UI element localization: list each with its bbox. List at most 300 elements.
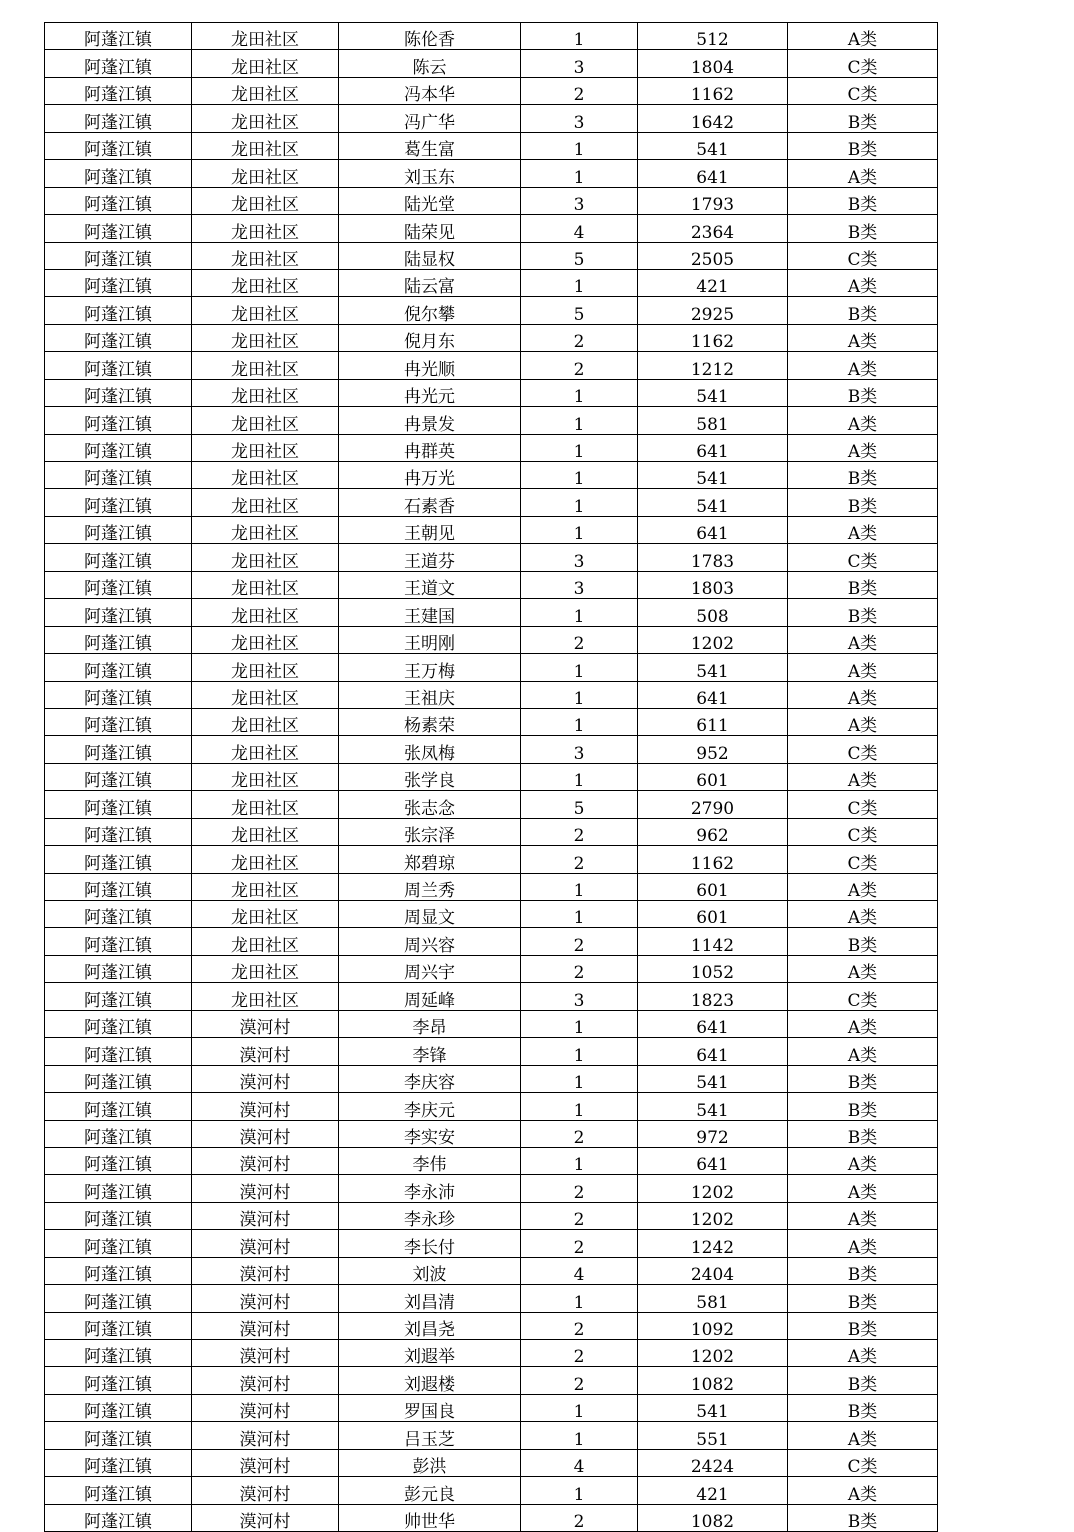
- amount-cell: 962: [638, 818, 788, 845]
- table-row: [45, 215, 938, 242]
- amount-cell: 541: [638, 1093, 788, 1120]
- category-cell: B类: [788, 1093, 938, 1120]
- amount-cell: 508: [638, 599, 788, 626]
- village-cell: 龙田社区: [192, 242, 339, 269]
- household-size-cell: 1: [521, 379, 638, 406]
- name-cell: 王道芬: [339, 544, 521, 571]
- village-cell: 龙田社区: [192, 626, 339, 653]
- table-row: [45, 242, 938, 269]
- amount-cell: 421: [638, 269, 788, 296]
- household-size-cell: 1: [521, 1038, 638, 1065]
- name-cell: 倪尔攀: [339, 297, 521, 324]
- amount-cell: 641: [638, 1038, 788, 1065]
- amount-cell: 1082: [638, 1504, 788, 1531]
- table-row: [45, 1065, 938, 1092]
- household-size-cell: 2: [521, 77, 638, 104]
- amount-cell: 1803: [638, 571, 788, 598]
- name-cell: 冉万光: [339, 462, 521, 489]
- name-cell: 李伟: [339, 1147, 521, 1174]
- town-cell: 阿蓬江镇: [45, 297, 192, 324]
- village-cell: 漠河村: [192, 1312, 339, 1339]
- category-cell: B类: [788, 928, 938, 955]
- category-cell: A类: [788, 516, 938, 543]
- town-cell: 阿蓬江镇: [45, 77, 192, 104]
- village-cell: 漠河村: [192, 1477, 339, 1504]
- category-cell: A类: [788, 1202, 938, 1229]
- name-cell: 李永沛: [339, 1175, 521, 1202]
- category-cell: A类: [788, 269, 938, 296]
- name-cell: 李昂: [339, 1010, 521, 1037]
- name-cell: 陆云富: [339, 269, 521, 296]
- name-cell: 陆荣见: [339, 215, 521, 242]
- name-cell: 葛生富: [339, 132, 521, 159]
- village-cell: 龙田社区: [192, 352, 339, 379]
- name-cell: 张宗泽: [339, 818, 521, 845]
- amount-cell: 641: [638, 516, 788, 543]
- household-size-cell: 2: [521, 352, 638, 379]
- category-cell: B类: [788, 105, 938, 132]
- category-cell: A类: [788, 1175, 938, 1202]
- town-cell: 阿蓬江镇: [45, 791, 192, 818]
- household-size-cell: 4: [521, 1257, 638, 1284]
- village-cell: 龙田社区: [192, 215, 339, 242]
- town-cell: 阿蓬江镇: [45, 379, 192, 406]
- village-cell: 漠河村: [192, 1120, 339, 1147]
- name-cell: 冉光顺: [339, 352, 521, 379]
- name-cell: 周兰秀: [339, 873, 521, 900]
- household-size-cell: 5: [521, 242, 638, 269]
- table-row: [45, 379, 938, 406]
- village-cell: 龙田社区: [192, 654, 339, 681]
- name-cell: 陈伦香: [339, 23, 521, 50]
- town-cell: 阿蓬江镇: [45, 544, 192, 571]
- name-cell: 石素香: [339, 489, 521, 516]
- name-cell: 李长付: [339, 1230, 521, 1257]
- town-cell: 阿蓬江镇: [45, 1340, 192, 1367]
- household-size-cell: 1: [521, 462, 638, 489]
- village-cell: 漠河村: [192, 1340, 339, 1367]
- household-size-cell: 2: [521, 846, 638, 873]
- household-size-cell: 3: [521, 571, 638, 598]
- amount-cell: 2925: [638, 297, 788, 324]
- village-cell: 龙田社区: [192, 297, 339, 324]
- amount-cell: 551: [638, 1422, 788, 1449]
- category-cell: A类: [788, 763, 938, 790]
- category-cell: A类: [788, 708, 938, 735]
- table-row: [45, 681, 938, 708]
- town-cell: 阿蓬江镇: [45, 50, 192, 77]
- town-cell: 阿蓬江镇: [45, 955, 192, 982]
- town-cell: 阿蓬江镇: [45, 1312, 192, 1339]
- village-cell: 龙田社区: [192, 791, 339, 818]
- village-cell: 漠河村: [192, 1504, 339, 1531]
- village-cell: 漠河村: [192, 1065, 339, 1092]
- category-cell: C类: [788, 983, 938, 1010]
- household-size-cell: 1: [521, 23, 638, 50]
- household-size-cell: 2: [521, 1312, 638, 1339]
- name-cell: 刘昌尧: [339, 1312, 521, 1339]
- amount-cell: 541: [638, 462, 788, 489]
- table-row: [45, 544, 938, 571]
- town-cell: 阿蓬江镇: [45, 571, 192, 598]
- town-cell: 阿蓬江镇: [45, 516, 192, 543]
- village-cell: 龙田社区: [192, 324, 339, 351]
- town-cell: 阿蓬江镇: [45, 215, 192, 242]
- name-cell: 冉景发: [339, 407, 521, 434]
- amount-cell: 541: [638, 132, 788, 159]
- household-size-cell: 1: [521, 1147, 638, 1174]
- household-size-cell: 1: [521, 516, 638, 543]
- table-row: [45, 489, 938, 516]
- category-cell: B类: [788, 1394, 938, 1421]
- category-cell: B类: [788, 215, 938, 242]
- table-row: [45, 1340, 938, 1367]
- town-cell: 阿蓬江镇: [45, 1504, 192, 1531]
- amount-cell: 1202: [638, 1175, 788, 1202]
- amount-cell: 952: [638, 736, 788, 763]
- town-cell: 阿蓬江镇: [45, 1285, 192, 1312]
- category-cell: A类: [788, 681, 938, 708]
- amount-cell: 641: [638, 1010, 788, 1037]
- amount-cell: 1162: [638, 846, 788, 873]
- town-cell: 阿蓬江镇: [45, 160, 192, 187]
- town-cell: 阿蓬江镇: [45, 681, 192, 708]
- household-size-cell: 1: [521, 681, 638, 708]
- village-cell: 龙田社区: [192, 736, 339, 763]
- town-cell: 阿蓬江镇: [45, 1394, 192, 1421]
- name-cell: 李庆容: [339, 1065, 521, 1092]
- village-cell: 漠河村: [192, 1394, 339, 1421]
- village-cell: 龙田社区: [192, 269, 339, 296]
- category-cell: A类: [788, 873, 938, 900]
- household-size-cell: 2: [521, 928, 638, 955]
- name-cell: 张凤梅: [339, 736, 521, 763]
- table-row: [45, 434, 938, 461]
- household-size-cell: 1: [521, 763, 638, 790]
- category-cell: B类: [788, 132, 938, 159]
- amount-cell: 581: [638, 1285, 788, 1312]
- town-cell: 阿蓬江镇: [45, 352, 192, 379]
- table-row: [45, 873, 938, 900]
- table-row: [45, 763, 938, 790]
- household-size-cell: 2: [521, 324, 638, 351]
- town-cell: 阿蓬江镇: [45, 928, 192, 955]
- amount-cell: 601: [638, 873, 788, 900]
- household-size-cell: 1: [521, 708, 638, 735]
- name-cell: 王明刚: [339, 626, 521, 653]
- name-cell: 张志念: [339, 791, 521, 818]
- household-size-cell: 1: [521, 434, 638, 461]
- table-row: [45, 1477, 938, 1504]
- table-body: [45, 23, 938, 1532]
- town-cell: 阿蓬江镇: [45, 242, 192, 269]
- table-row: [45, 626, 938, 653]
- amount-cell: 601: [638, 901, 788, 928]
- category-cell: B类: [788, 187, 938, 214]
- village-cell: 龙田社区: [192, 187, 339, 214]
- town-cell: 阿蓬江镇: [45, 626, 192, 653]
- town-cell: 阿蓬江镇: [45, 708, 192, 735]
- amount-cell: 1242: [638, 1230, 788, 1257]
- category-cell: C类: [788, 544, 938, 571]
- category-cell: A类: [788, 434, 938, 461]
- table-row: [45, 352, 938, 379]
- category-cell: C类: [788, 818, 938, 845]
- name-cell: 彭洪: [339, 1449, 521, 1476]
- category-cell: A类: [788, 1010, 938, 1037]
- name-cell: 陈云: [339, 50, 521, 77]
- category-cell: B类: [788, 571, 938, 598]
- town-cell: 阿蓬江镇: [45, 489, 192, 516]
- category-cell: A类: [788, 352, 938, 379]
- household-size-cell: 1: [521, 1010, 638, 1037]
- village-cell: 漠河村: [192, 1175, 339, 1202]
- name-cell: 李锋: [339, 1038, 521, 1065]
- village-cell: 漠河村: [192, 1257, 339, 1284]
- village-cell: 龙田社区: [192, 599, 339, 626]
- household-size-cell: 1: [521, 901, 638, 928]
- amount-cell: 611: [638, 708, 788, 735]
- category-cell: B类: [788, 1504, 938, 1531]
- category-cell: C类: [788, 77, 938, 104]
- category-cell: A类: [788, 324, 938, 351]
- household-size-cell: 1: [521, 1093, 638, 1120]
- table-row: [45, 901, 938, 928]
- village-cell: 龙田社区: [192, 544, 339, 571]
- town-cell: 阿蓬江镇: [45, 1202, 192, 1229]
- name-cell: 杨素荣: [339, 708, 521, 735]
- category-cell: B类: [788, 379, 938, 406]
- village-cell: 龙田社区: [192, 708, 339, 735]
- name-cell: 周显文: [339, 901, 521, 928]
- table-row: [45, 571, 938, 598]
- table-row: [45, 1449, 938, 1476]
- category-cell: C类: [788, 846, 938, 873]
- table-row: [45, 269, 938, 296]
- table-row: [45, 1010, 938, 1037]
- village-cell: 龙田社区: [192, 50, 339, 77]
- name-cell: 王建国: [339, 599, 521, 626]
- table-row: [45, 324, 938, 351]
- amount-cell: 512: [638, 23, 788, 50]
- category-cell: C类: [788, 736, 938, 763]
- category-cell: B类: [788, 1367, 938, 1394]
- name-cell: 陆光堂: [339, 187, 521, 214]
- category-cell: A类: [788, 1230, 938, 1257]
- table-row: [45, 1312, 938, 1339]
- amount-cell: 2505: [638, 242, 788, 269]
- village-cell: 漠河村: [192, 1449, 339, 1476]
- table-row: [45, 599, 938, 626]
- table-row: [45, 77, 938, 104]
- town-cell: 阿蓬江镇: [45, 763, 192, 790]
- household-size-cell: 2: [521, 626, 638, 653]
- table-row: [45, 50, 938, 77]
- name-cell: 李实安: [339, 1120, 521, 1147]
- table-row: [45, 1120, 938, 1147]
- name-cell: 冉群英: [339, 434, 521, 461]
- amount-cell: 1092: [638, 1312, 788, 1339]
- household-size-cell: 5: [521, 791, 638, 818]
- household-size-cell: 2: [521, 818, 638, 845]
- amount-cell: 541: [638, 1065, 788, 1092]
- household-size-cell: 4: [521, 1449, 638, 1476]
- table-row: [45, 105, 938, 132]
- village-cell: 漠河村: [192, 1230, 339, 1257]
- table-row: [45, 736, 938, 763]
- amount-cell: 1202: [638, 626, 788, 653]
- category-cell: A类: [788, 23, 938, 50]
- category-cell: A类: [788, 626, 938, 653]
- amount-cell: 1793: [638, 187, 788, 214]
- village-cell: 龙田社区: [192, 462, 339, 489]
- town-cell: 阿蓬江镇: [45, 105, 192, 132]
- village-cell: 龙田社区: [192, 846, 339, 873]
- table-row: [45, 132, 938, 159]
- category-cell: A类: [788, 955, 938, 982]
- name-cell: 周延峰: [339, 983, 521, 1010]
- amount-cell: 1202: [638, 1202, 788, 1229]
- household-size-cell: 1: [521, 489, 638, 516]
- table-row: [45, 23, 938, 50]
- household-size-cell: 2: [521, 1367, 638, 1394]
- amount-cell: 541: [638, 489, 788, 516]
- village-cell: 龙田社区: [192, 132, 339, 159]
- category-cell: A类: [788, 1147, 938, 1174]
- amount-cell: 1212: [638, 352, 788, 379]
- table-row: [45, 516, 938, 543]
- name-cell: 刘遐楼: [339, 1367, 521, 1394]
- name-cell: 刘昌清: [339, 1285, 521, 1312]
- household-size-cell: 2: [521, 1504, 638, 1531]
- table-row: [45, 187, 938, 214]
- village-cell: 龙田社区: [192, 434, 339, 461]
- town-cell: 阿蓬江镇: [45, 983, 192, 1010]
- name-cell: 刘玉东: [339, 160, 521, 187]
- amount-cell: 641: [638, 160, 788, 187]
- household-size-cell: 3: [521, 50, 638, 77]
- amount-cell: 1202: [638, 1340, 788, 1367]
- household-size-cell: 2: [521, 1340, 638, 1367]
- table-row: [45, 1202, 938, 1229]
- household-size-cell: 1: [521, 1422, 638, 1449]
- village-cell: 龙田社区: [192, 955, 339, 982]
- table-row: [45, 818, 938, 845]
- category-cell: A类: [788, 1038, 938, 1065]
- town-cell: 阿蓬江镇: [45, 1010, 192, 1037]
- amount-cell: 2424: [638, 1449, 788, 1476]
- village-cell: 漠河村: [192, 1367, 339, 1394]
- amount-cell: 1642: [638, 105, 788, 132]
- category-cell: B类: [788, 1065, 938, 1092]
- amount-cell: 1082: [638, 1367, 788, 1394]
- town-cell: 阿蓬江镇: [45, 1147, 192, 1174]
- town-cell: 阿蓬江镇: [45, 1449, 192, 1476]
- household-size-cell: 3: [521, 544, 638, 571]
- table-row: [45, 1504, 938, 1531]
- category-cell: B类: [788, 1257, 938, 1284]
- amount-cell: 1783: [638, 544, 788, 571]
- town-cell: 阿蓬江镇: [45, 1422, 192, 1449]
- name-cell: 罗国良: [339, 1394, 521, 1421]
- amount-cell: 581: [638, 407, 788, 434]
- amount-cell: 641: [638, 1147, 788, 1174]
- village-cell: 龙田社区: [192, 23, 339, 50]
- household-size-cell: 1: [521, 1394, 638, 1421]
- table-row: [45, 1175, 938, 1202]
- amount-cell: 1804: [638, 50, 788, 77]
- table-row: [45, 1147, 938, 1174]
- household-size-cell: 3: [521, 105, 638, 132]
- name-cell: 王祖庆: [339, 681, 521, 708]
- category-cell: A类: [788, 1422, 938, 1449]
- village-cell: 漠河村: [192, 1038, 339, 1065]
- amount-cell: 421: [638, 1477, 788, 1504]
- name-cell: 李永珍: [339, 1202, 521, 1229]
- amount-cell: 641: [638, 681, 788, 708]
- table-row: [45, 1285, 938, 1312]
- village-cell: 龙田社区: [192, 681, 339, 708]
- name-cell: 张学良: [339, 763, 521, 790]
- household-size-cell: 3: [521, 187, 638, 214]
- household-size-cell: 1: [521, 407, 638, 434]
- town-cell: 阿蓬江镇: [45, 1230, 192, 1257]
- town-cell: 阿蓬江镇: [45, 1065, 192, 1092]
- name-cell: 冉光元: [339, 379, 521, 406]
- village-cell: 龙田社区: [192, 105, 339, 132]
- name-cell: 王道文: [339, 571, 521, 598]
- household-size-cell: 1: [521, 1477, 638, 1504]
- amount-cell: 541: [638, 654, 788, 681]
- name-cell: 冯广华: [339, 105, 521, 132]
- category-cell: B类: [788, 1120, 938, 1147]
- category-cell: A类: [788, 1340, 938, 1367]
- category-cell: A类: [788, 160, 938, 187]
- village-cell: 龙田社区: [192, 763, 339, 790]
- village-cell: 漠河村: [192, 1093, 339, 1120]
- category-cell: B类: [788, 599, 938, 626]
- town-cell: 阿蓬江镇: [45, 23, 192, 50]
- amount-cell: 601: [638, 763, 788, 790]
- table-row: [45, 1367, 938, 1394]
- amount-cell: 972: [638, 1120, 788, 1147]
- table-row: [45, 1038, 938, 1065]
- amount-cell: 641: [638, 434, 788, 461]
- town-cell: 阿蓬江镇: [45, 462, 192, 489]
- data-table: [44, 22, 938, 1532]
- village-cell: 龙田社区: [192, 928, 339, 955]
- town-cell: 阿蓬江镇: [45, 818, 192, 845]
- village-cell: 龙田社区: [192, 489, 339, 516]
- table-row: [45, 407, 938, 434]
- village-cell: 龙田社区: [192, 160, 339, 187]
- table-row: [45, 1422, 938, 1449]
- village-cell: 龙田社区: [192, 379, 339, 406]
- town-cell: 阿蓬江镇: [45, 1120, 192, 1147]
- name-cell: 王朝见: [339, 516, 521, 543]
- town-cell: 阿蓬江镇: [45, 901, 192, 928]
- town-cell: 阿蓬江镇: [45, 407, 192, 434]
- household-size-cell: 1: [521, 1285, 638, 1312]
- town-cell: 阿蓬江镇: [45, 873, 192, 900]
- household-size-cell: 2: [521, 1175, 638, 1202]
- household-size-cell: 2: [521, 1202, 638, 1229]
- category-cell: B类: [788, 297, 938, 324]
- amount-cell: 2364: [638, 215, 788, 242]
- table-row: [45, 462, 938, 489]
- category-cell: A类: [788, 1477, 938, 1504]
- household-size-cell: 1: [521, 1065, 638, 1092]
